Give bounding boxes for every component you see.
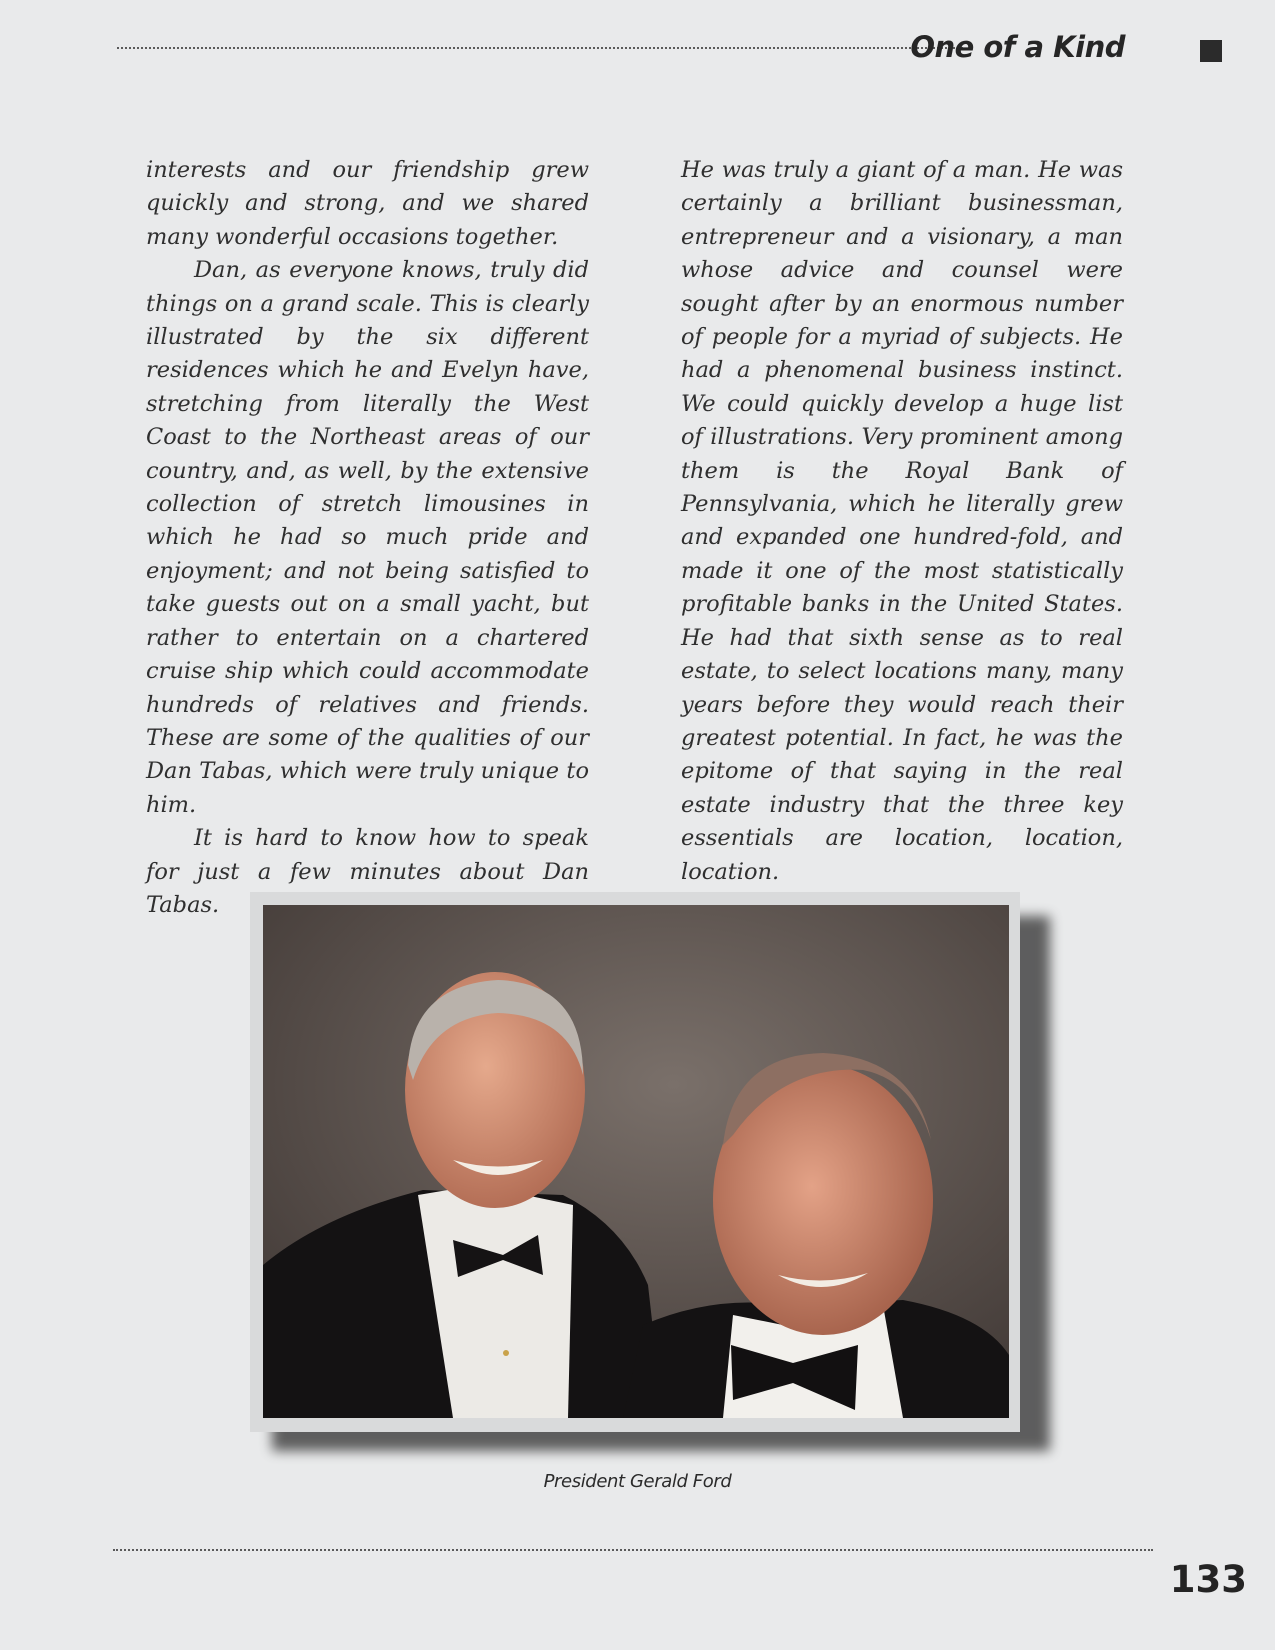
section-marker: [1200, 40, 1222, 62]
header-rule: [117, 47, 963, 49]
footer-rule: [113, 1549, 1153, 1551]
paragraph: He was truly a giant of a man. He was certainly a brilliant businessman, entrepreneur and a visionary, a man whose advice and counsel were sought after by an enormous number of people for a myriad of subjects. He had a phenomenal business instinct. We could quickly develop a huge list of illustrations. Very prominent among them is the Royal Bank of Pennsylvania, which he literally grew and expanded one hundred-fold, and made it one of the most statistically profitable banks in the United States. He had that sixth sense as to real estate, to select locations many, many years before they would reach their greatest potential. In fact, he was the epitome of that saying in the real estate industry that the three key essentials are location, location, location.: [681, 157, 1123, 885]
section-title: One of a Kind: [910, 30, 1125, 64]
photo-caption: President Gerald Ford: [543, 1471, 732, 1492]
page-number: 133: [1169, 1558, 1247, 1601]
left-column: [146, 154, 589, 922]
paragraph: It is hard to know how to speak for just a few minutes about Dan Tabas.: [146, 825, 589, 918]
paragraph: interests and our friendship grew quickly and strong, and we shared many wonderful occasions together.: [146, 157, 589, 250]
right-column: [681, 154, 1123, 889]
paragraph: Dan, as everyone knows, truly did things on a grand scale. This is clearly illustrated by the six different residences which he and Evelyn have, stretching from literally the West Coast to the Northeast areas of our country, and, as well, by the extensive collection of stretch limousines in which he had so much pride and enjoyment; and not being satisfied to take guests out on a small yacht, but rather to entertain on a chartered cruise ship which could accommodate hundreds of relatives and friends. These are some of the qualities of our Dan Tabas, which were truly unique to him.: [146, 257, 589, 818]
photograph: [263, 905, 1009, 1418]
